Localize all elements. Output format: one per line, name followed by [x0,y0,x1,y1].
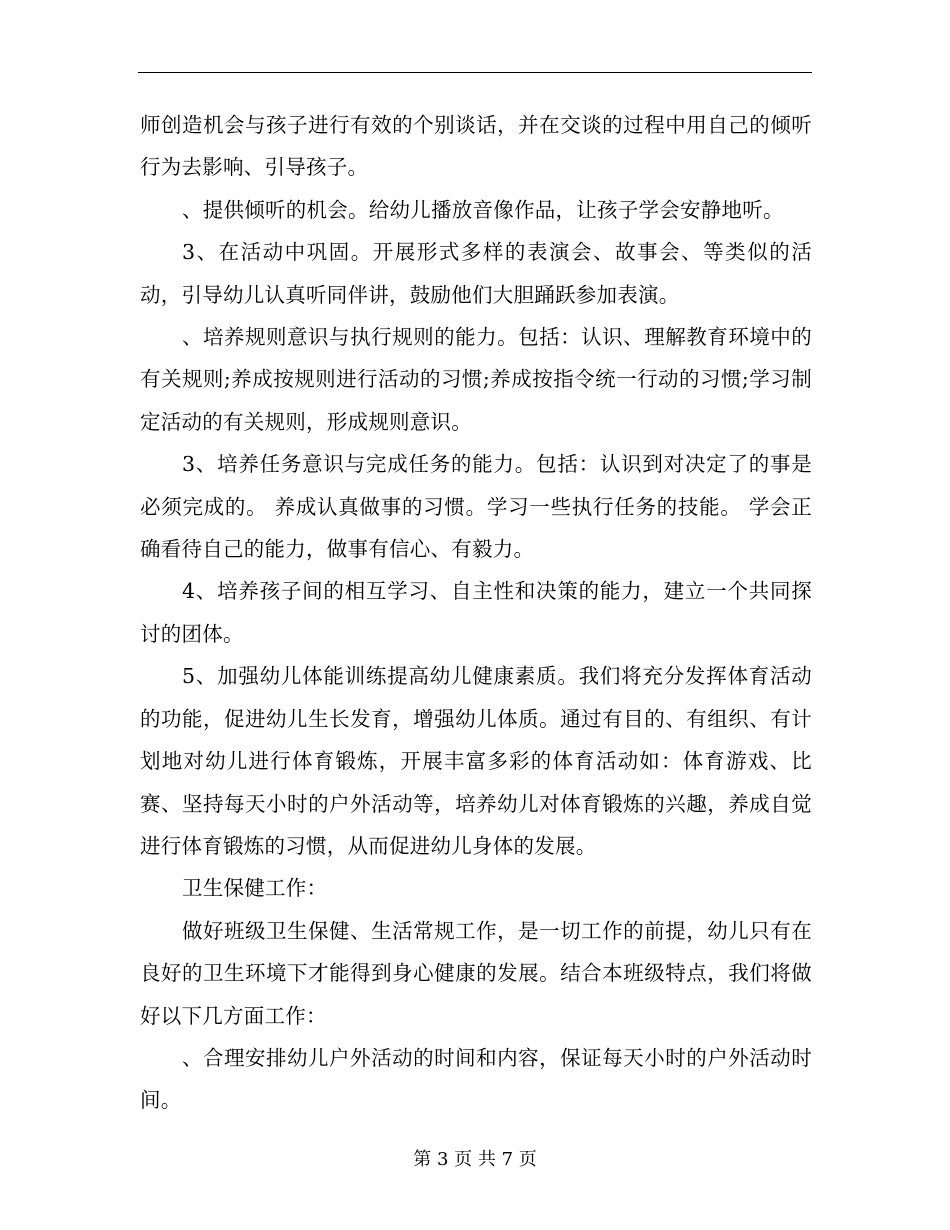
paragraph-3: 3、在活动中巩固。开展形式多样的表演会、故事会、等类似的活动，引导幼儿认真听同伴讲，鼓励他们大胆踊跃参加表演。 [140,240,812,307]
header-rule [138,72,812,73]
paragraph-5: 3、培养任务意识与完成任务的能力。包括：认识到对决定了的事是必须完成的。 养成认真做事的习惯。学习一些执行任务的技能。 学会正确看待自己的能力，做事有信心、有毅力。 [140,452,812,562]
section-heading-hygiene: 卫生保健工作： [182,876,328,901]
paragraph-4: 、培养规则意识与执行规则的能力。包括：认识、理解教育环境中的有关规则;养成按规则进行活动的习惯;养成按指令统一行动的习惯;学习制定活动的有关规则，形成规则意识。 [140,325,812,434]
page-number-footer: 第 3 页 共 7 页 [413,1149,537,1170]
paragraph-6: 4、培养孩子间的相互学习、自主性和决策的能力，建立一个共同探讨的团体。 [140,579,812,646]
paragraph-10: 、合理安排幼儿户外活动的时间和内容，保证每天小时的户外活动时间。 [140,1045,812,1113]
document-body [140,104,812,1122]
paragraph-1: 师创造机会与孩子进行有效的个别谈话，并在交谈的过程中用自己的倾听行为去影响、引导孩子。 [140,113,812,180]
paragraph-7: 5、加强幼儿体能训练提高幼儿健康素质。我们将充分发挥体育活动的功能，促进幼儿生长发育，增强幼儿体质。通过有目的、有组织、有计划地对幼儿进行体育锻炼，开展丰富多彩的体育活动如：体育游戏、比赛、坚持每天小时的户外活动等，培养幼儿对体育锻炼的兴趣，养成自觉进行体育锻炼的习惯，从而促进幼儿身体的发展。 [140,664,812,858]
paragraph-2: 、提供倾听的机会。给幼儿播放音像作品，让孩子学会安静地听。 [182,197,784,222]
paragraph-9: 做好班级卫生保健、生活常规工作，是一切工作的前提，幼儿只有在良好的卫生环境下才能得到身心健康的发展。结合本班级特点，我们将做好以下几方面工作： [140,918,812,1028]
